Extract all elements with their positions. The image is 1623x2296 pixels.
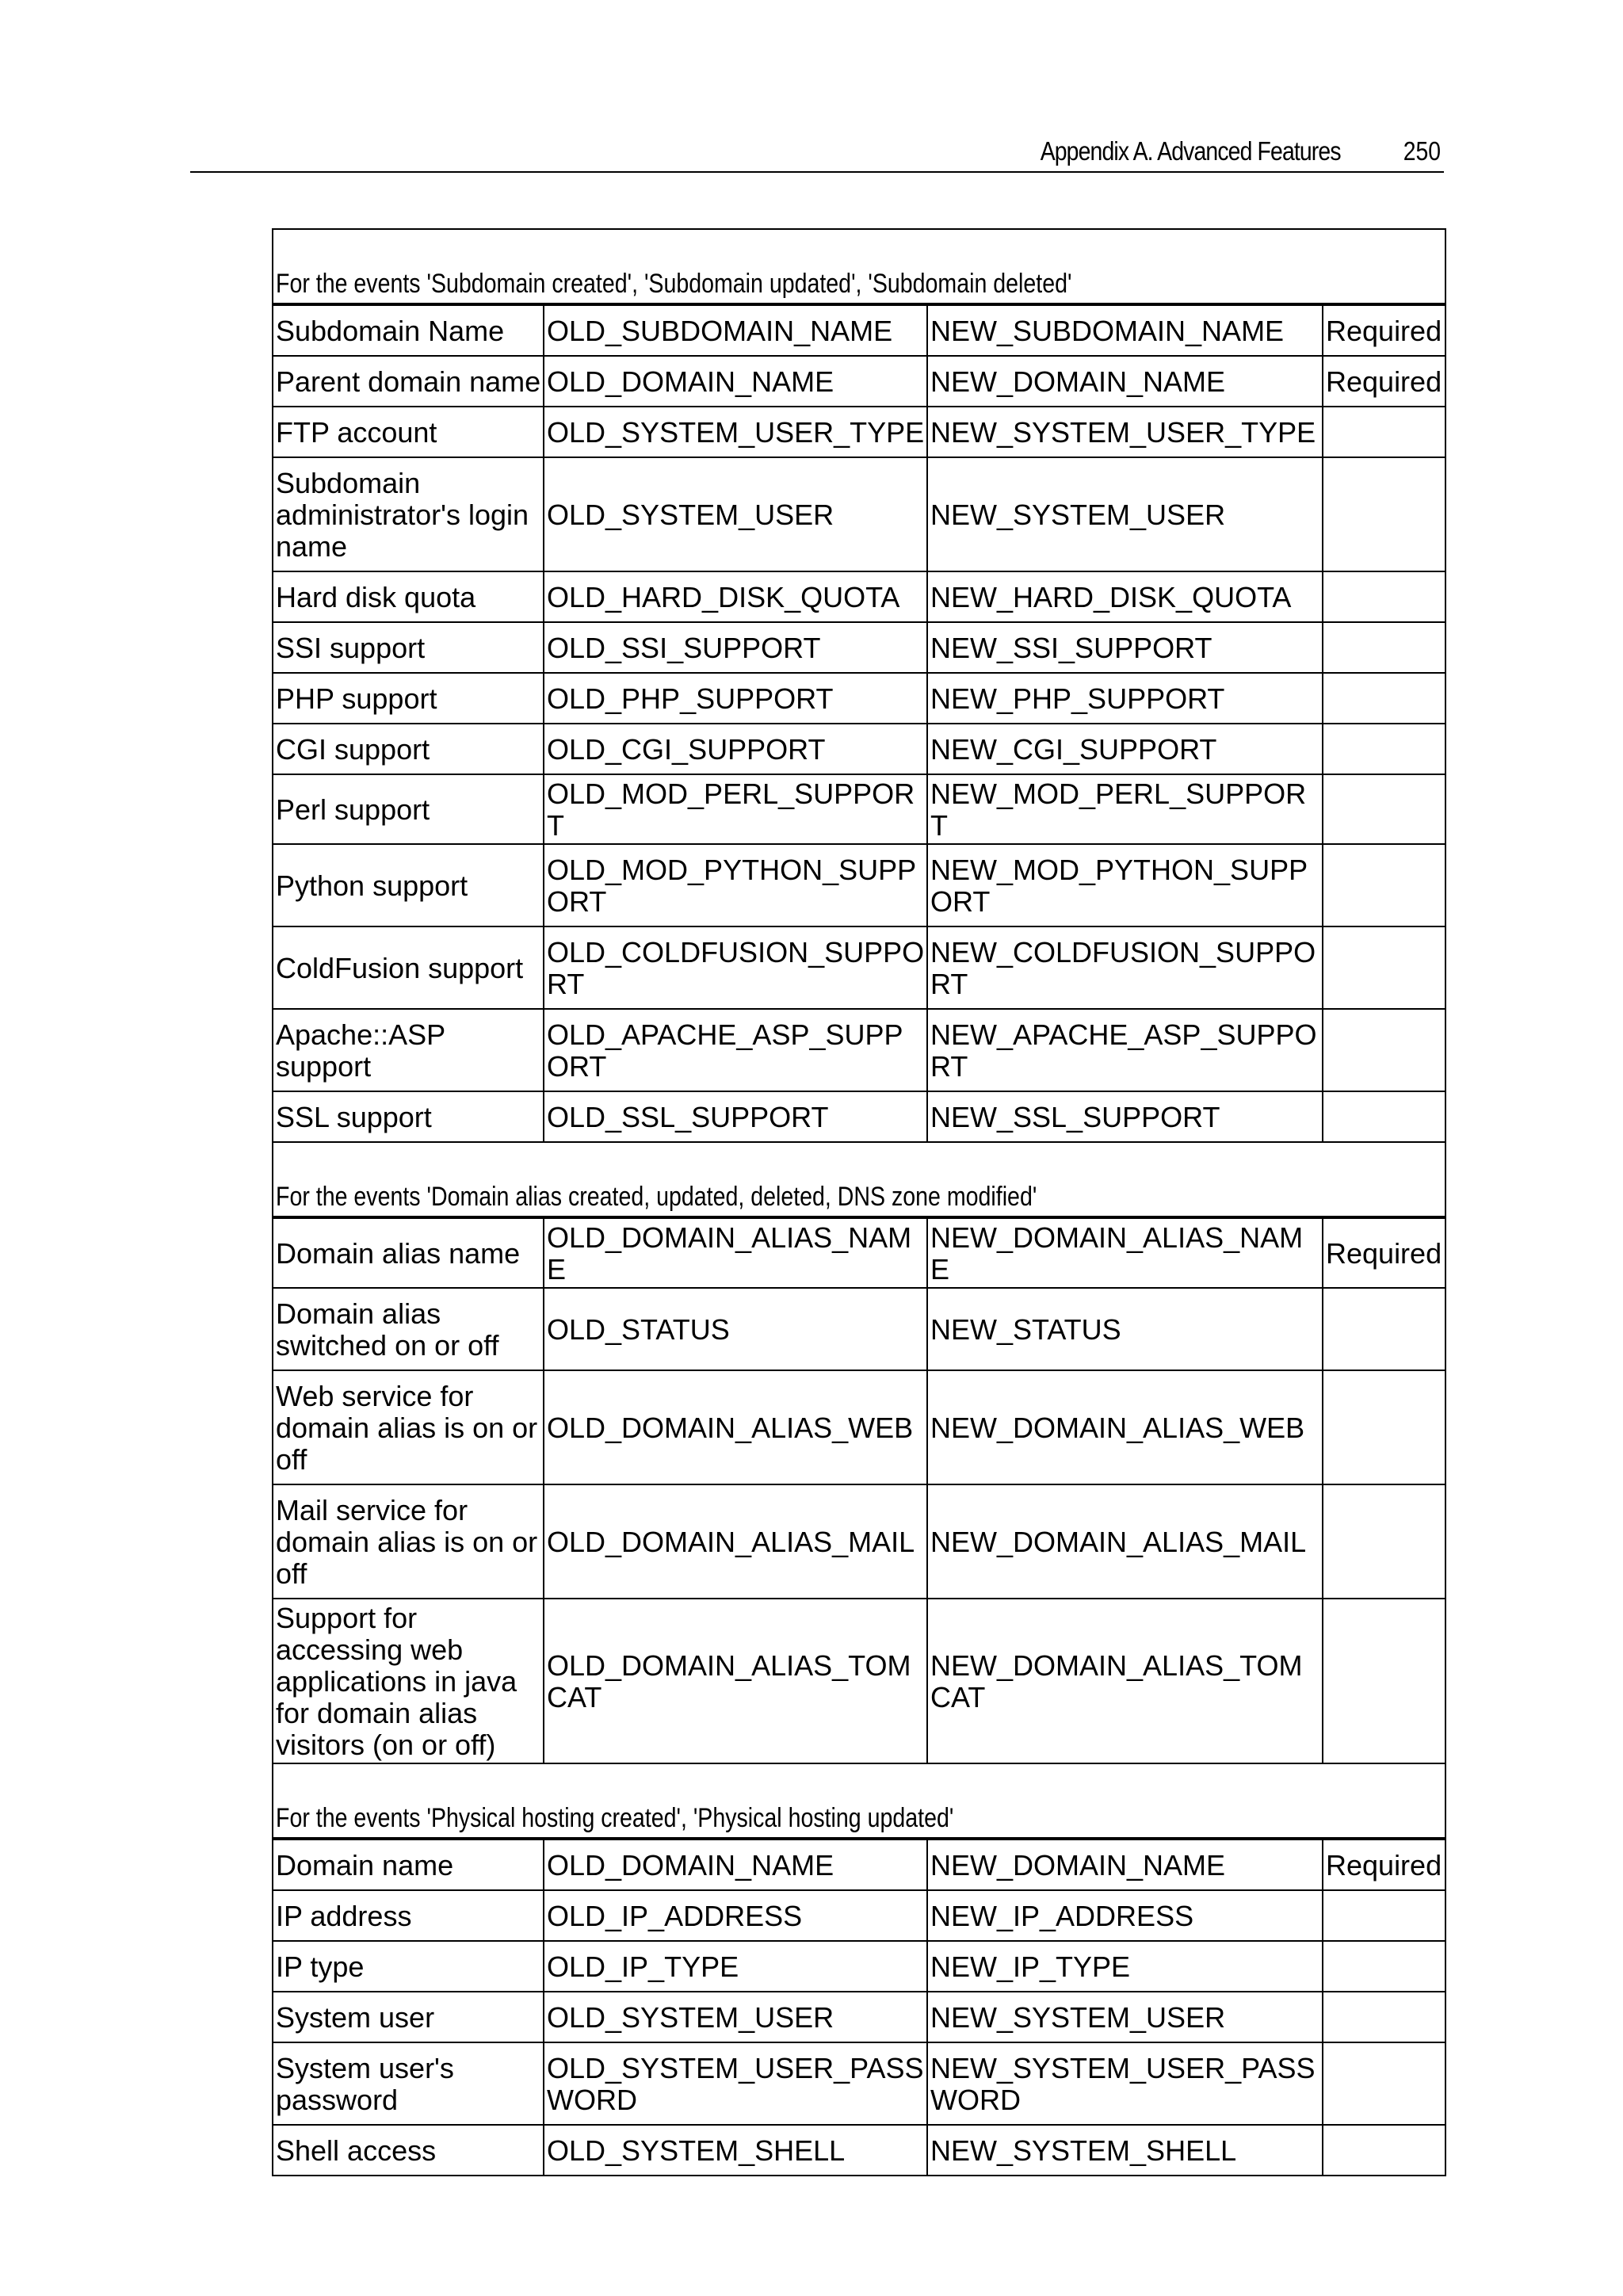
required-flag <box>1323 774 1445 844</box>
table-row <box>273 1370 1445 1484</box>
required-flag <box>1323 571 1445 622</box>
table-row <box>273 673 1445 724</box>
required-flag <box>1323 407 1445 457</box>
new-variable: NEW_IP_ADDRESS <box>927 1890 1323 1941</box>
table-row <box>273 1941 1445 1992</box>
old-variable: OLD_IP_TYPE <box>544 1941 927 1992</box>
new-variable: NEW_COLDFUSION_SUPPORT <box>927 926 1323 1009</box>
table-row <box>273 356 1445 407</box>
table-row <box>273 724 1445 774</box>
new-variable: NEW_SSI_SUPPORT <box>927 622 1323 673</box>
new-variable: NEW_SYSTEM_USER_PASSWORD <box>927 2042 1323 2125</box>
old-variable: OLD_HARD_DISK_QUOTA <box>544 571 927 622</box>
required-flag <box>1323 1009 1445 1091</box>
required-flag <box>1323 1484 1445 1599</box>
parameter-description: Mail service for domain alias is on or off <box>273 1484 544 1599</box>
parameter-description: Support for accessing web applications in java for domain alias visitors (on or off) <box>273 1599 544 1763</box>
old-variable: OLD_DOMAIN_ALIAS_MAIL <box>544 1484 927 1599</box>
new-variable: NEW_SYSTEM_USER <box>927 457 1323 571</box>
parameter-description: Perl support <box>273 774 544 844</box>
table-row <box>273 1009 1445 1091</box>
required-flag <box>1323 2125 1445 2176</box>
old-variable: OLD_IP_ADDRESS <box>544 1890 927 1941</box>
new-variable: NEW_SSL_SUPPORT <box>927 1091 1323 1142</box>
table-row <box>273 1288 1445 1370</box>
parameter-description: System user <box>273 1992 544 2042</box>
parameter-description: SSI support <box>273 622 544 673</box>
new-variable: NEW_DOMAIN_ALIAS_WEB <box>927 1370 1323 1484</box>
new-variable: NEW_APACHE_ASP_SUPPORT <box>927 1009 1323 1091</box>
new-variable: NEW_DOMAIN_NAME <box>927 1839 1323 1890</box>
old-variable: OLD_DOMAIN_ALIAS_TOMCAT <box>544 1599 927 1763</box>
old-variable: OLD_DOMAIN_ALIAS_NAME <box>544 1217 927 1288</box>
section-heading-row <box>273 1142 1445 1217</box>
section-heading-row <box>273 229 1445 304</box>
parameter-description: IP type <box>273 1941 544 1992</box>
old-variable: OLD_STATUS <box>544 1288 927 1370</box>
required-flag: Required <box>1323 356 1445 407</box>
table-row <box>273 2125 1445 2176</box>
required-flag <box>1323 673 1445 724</box>
new-variable: NEW_MOD_PERL_SUPPORT <box>927 774 1323 844</box>
table-row <box>273 926 1445 1009</box>
parameter-description: CGI support <box>273 724 544 774</box>
required-flag <box>1323 1890 1445 1941</box>
new-variable: NEW_SYSTEM_SHELL <box>927 2125 1323 2176</box>
table-row <box>273 774 1445 844</box>
old-variable: OLD_SYSTEM_USER <box>544 1992 927 2042</box>
new-variable: NEW_SYSTEM_USER <box>927 1992 1323 2042</box>
event-parameters-table <box>272 228 1446 2176</box>
parameter-description: Shell access <box>273 2125 544 2176</box>
required-flag <box>1323 844 1445 926</box>
new-variable: NEW_DOMAIN_ALIAS_TOMCAT <box>927 1599 1323 1763</box>
required-flag <box>1323 622 1445 673</box>
new-variable: NEW_DOMAIN_ALIAS_NAME <box>927 1217 1323 1288</box>
required-flag <box>1323 1091 1445 1142</box>
new-variable: NEW_HARD_DISK_QUOTA <box>927 571 1323 622</box>
required-flag: Required <box>1323 304 1445 356</box>
table-row <box>273 1992 1445 2042</box>
parameter-description: SSL support <box>273 1091 544 1142</box>
parameter-description: Web service for domain alias is on or off <box>273 1370 544 1484</box>
table-row <box>273 457 1445 571</box>
table-row <box>273 304 1445 356</box>
new-variable: NEW_SYSTEM_USER_TYPE <box>927 407 1323 457</box>
required-flag <box>1323 1599 1445 1763</box>
old-variable: OLD_SSI_SUPPORT <box>544 622 927 673</box>
new-variable: NEW_PHP_SUPPORT <box>927 673 1323 724</box>
old-variable: OLD_COLDFUSION_SUPPORT <box>544 926 927 1009</box>
required-flag: Required <box>1323 1839 1445 1890</box>
old-variable: OLD_SYSTEM_USER_PASSWORD <box>544 2042 927 2125</box>
parameter-description: Domain alias name <box>273 1217 544 1288</box>
old-variable: OLD_APACHE_ASP_SUPPORT <box>544 1009 927 1091</box>
old-variable: OLD_SYSTEM_USER <box>544 457 927 571</box>
new-variable: NEW_DOMAIN_ALIAS_MAIL <box>927 1484 1323 1599</box>
table-row <box>273 1217 1445 1288</box>
table-row <box>273 2042 1445 2125</box>
parameter-description: Parent domain name <box>273 356 544 407</box>
required-flag <box>1323 457 1445 571</box>
parameter-description: Domain alias switched on or off <box>273 1288 544 1370</box>
table-row <box>273 1484 1445 1599</box>
table-row <box>273 1091 1445 1142</box>
page-number: 250 <box>1403 136 1441 166</box>
new-variable: NEW_IP_TYPE <box>927 1941 1323 1992</box>
required-flag <box>1323 926 1445 1009</box>
parameter-description: Apache::ASP support <box>273 1009 544 1091</box>
old-variable: OLD_DOMAIN_NAME <box>544 1839 927 1890</box>
new-variable: NEW_STATUS <box>927 1288 1323 1370</box>
parameter-description: Subdomain Name <box>273 304 544 356</box>
old-variable: OLD_SYSTEM_SHELL <box>544 2125 927 2176</box>
table-row <box>273 571 1445 622</box>
old-variable: OLD_MOD_PERL_SUPPORT <box>544 774 927 844</box>
required-flag: Required <box>1323 1217 1445 1288</box>
parameter-description: Subdomain administrator's login name <box>273 457 544 571</box>
new-variable: NEW_DOMAIN_NAME <box>927 356 1323 407</box>
old-variable: OLD_DOMAIN_ALIAS_WEB <box>544 1370 927 1484</box>
table-row <box>273 1839 1445 1890</box>
section-heading: For the events 'Physical hosting created', 'Physical hosting updated' <box>273 1763 1445 1839</box>
old-variable: OLD_SYSTEM_USER_TYPE <box>544 407 927 457</box>
required-flag <box>1323 1941 1445 1992</box>
section-heading: For the events 'Domain alias created, updated, deleted, DNS zone modified' <box>273 1142 1445 1217</box>
parameter-description: System user's password <box>273 2042 544 2125</box>
parameter-description: Hard disk quota <box>273 571 544 622</box>
required-flag <box>1323 1288 1445 1370</box>
running-header-title: Appendix A. Advanced Features <box>1041 136 1341 166</box>
required-flag <box>1323 1992 1445 2042</box>
table-row <box>273 844 1445 926</box>
required-flag <box>1323 1370 1445 1484</box>
old-variable: OLD_DOMAIN_NAME <box>544 356 927 407</box>
parameter-description: IP address <box>273 1890 544 1941</box>
section-heading-row <box>273 1763 1445 1839</box>
table-row <box>273 407 1445 457</box>
old-variable: OLD_MOD_PYTHON_SUPPORT <box>544 844 927 926</box>
parameter-description: Domain name <box>273 1839 544 1890</box>
required-flag <box>1323 2042 1445 2125</box>
old-variable: OLD_SUBDOMAIN_NAME <box>544 304 927 356</box>
parameter-description: Python support <box>273 844 544 926</box>
parameter-description: FTP account <box>273 407 544 457</box>
old-variable: OLD_SSL_SUPPORT <box>544 1091 927 1142</box>
parameter-description: ColdFusion support <box>273 926 544 1009</box>
new-variable: NEW_SUBDOMAIN_NAME <box>927 304 1323 356</box>
new-variable: NEW_CGI_SUPPORT <box>927 724 1323 774</box>
old-variable: OLD_CGI_SUPPORT <box>544 724 927 774</box>
section-heading: For the events 'Subdomain created', 'Subdomain updated', 'Subdomain deleted' <box>273 229 1445 304</box>
new-variable: NEW_MOD_PYTHON_SUPPORT <box>927 844 1323 926</box>
table-row <box>273 1890 1445 1941</box>
table-row <box>273 1599 1445 1763</box>
required-flag <box>1323 724 1445 774</box>
parameter-description: PHP support <box>273 673 544 724</box>
old-variable: OLD_PHP_SUPPORT <box>544 673 927 724</box>
page-header <box>190 119 1444 173</box>
table-row <box>273 622 1445 673</box>
